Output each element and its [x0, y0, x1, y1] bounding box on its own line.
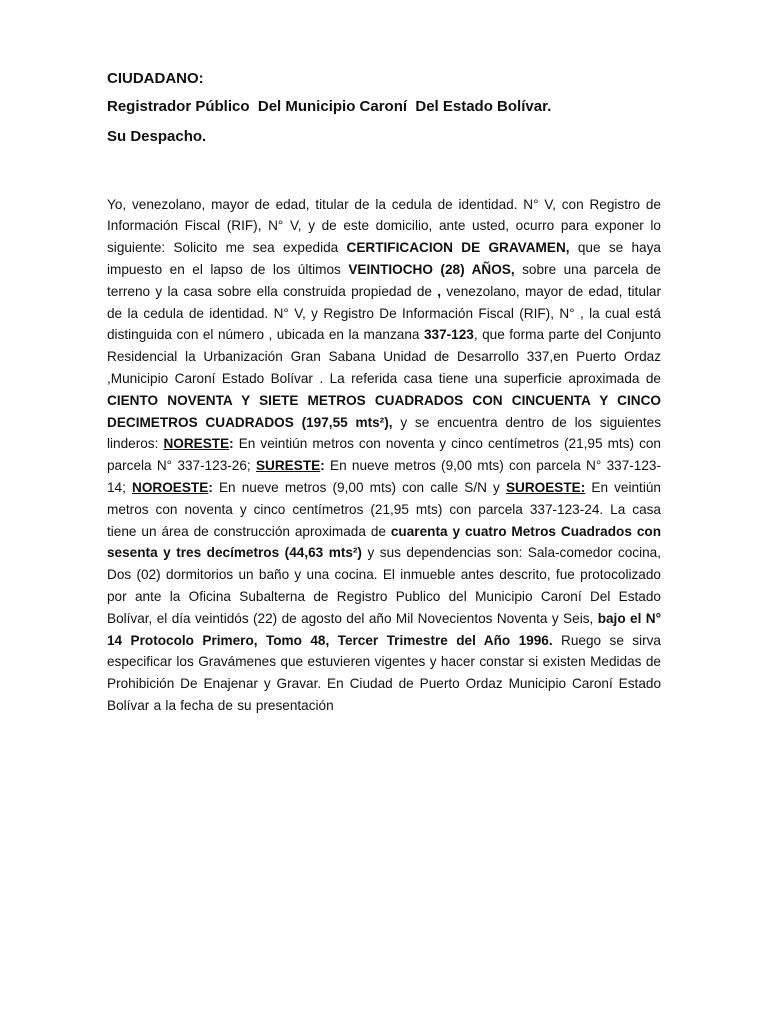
- body-run: Yo, venezolano, mayor de edad, titular de la cedula de identidad. N° V, con Registro de Información Fiscal (RIF), N° V, y de este domicilio, ante usted, ocurro para exponer lo siguiente: Solicito me sea expedida: [107, 196, 661, 256]
- body-run: CIENTO NOVENTA Y SIETE METROS CUADRADOS CON CINCUENTA Y CINCO DECIMETROS CUADRADOS (197,55 mts²),: [107, 392, 661, 430]
- body-run: y sus dependencias son: Sala-comedor cocina, Dos (02) dormitorios un baño y una cocina. El inmueble antes descrito, fue protocolizado por ante la Oficina Subalterna de Registro Publico del Municipio Caroní Del Estado Bolívar, el día veintidós (22) de agosto del año Mil Novecientos Noventa y Seis,: [107, 545, 661, 626]
- letter-body: [107, 194, 661, 717]
- body-run: En nueve metros (9,00 mts) con parcela N° 337-123-14;: [107, 458, 662, 495]
- body-run: :: [229, 436, 234, 452]
- recipient: Registrador Público Del Municipio Caroní Del Estado Bolívar.: [107, 98, 552, 115]
- body-run: ,: [437, 283, 442, 299]
- body-run: que se haya impuesto en el lapso de los últimos: [107, 240, 661, 277]
- body-run: cuarenta y cuatro Metros Cuadrados con sesenta y tres decímetros (44,63 mts²): [107, 523, 662, 561]
- body-run: , que forma parte del Conjunto Residencial la Urbanización Gran Sabana Unidad de Desarrollo 337,en Puerto Ordaz ,Municipio Caroní Estado Bolívar . La referida casa tiene una superficie aproximada de: [107, 327, 661, 386]
- body-run: sobre una parcela de terreno y la casa sobre ella construida propiedad de: [107, 261, 661, 299]
- body-run: CERTIFICACION DE GRAVAMEN,: [346, 240, 570, 256]
- closing-salutation: Su Despacho.: [107, 128, 207, 145]
- body-run: VEINTIOCHO (28) AÑOS,: [348, 261, 515, 277]
- body-run: SURESTE: [255, 458, 321, 474]
- body-run: En veintiún metros con noventa y cinco centímetros (21,95 mts) con parcela 337-123-24. La casa tiene un área de construcción aproximada de: [107, 479, 661, 539]
- body-run: :: [208, 479, 213, 495]
- body-run: NORESTE: [163, 436, 230, 452]
- body-run: 337-123: [423, 327, 474, 343]
- body-run: y se encuentra dentro de los siguientes linderos:: [107, 414, 661, 452]
- addressee: CIUDADANO:: [107, 70, 204, 87]
- body-run: :: [320, 458, 325, 474]
- body-run: venezolano, mayor de edad, titular de la cedula de identidad. N° V, y Registro De Información Fiscal (RIF), N° , la cual está distinguida con el número , ubicada en la manzana: [107, 283, 661, 343]
- body-run: bajo el N° 14 Protocolo Primero, Tomo 48, Tercer Trimestre del Año 1996.: [107, 610, 662, 648]
- body-run: Ruego se sirva especificar los Gravámenes que estuvieren vigentes y hacer constar si existen Medidas de Prohibición De Enajenar y Gravar. En Ciudad de Puerto Ordaz Municipio Caroní Estado Bolívar a la fecha de su presentación: [107, 632, 661, 713]
- body-run: En nueve metros (9,00 mts) con calle S/N y: [212, 479, 506, 495]
- body-run: SUROESTE:: [505, 479, 586, 495]
- body-run: NOROESTE: [132, 479, 209, 495]
- body-run: En veintiún metros con noventa y cinco centímetros (21,95 mts) con parcela N° 337-123-26;: [107, 436, 661, 474]
